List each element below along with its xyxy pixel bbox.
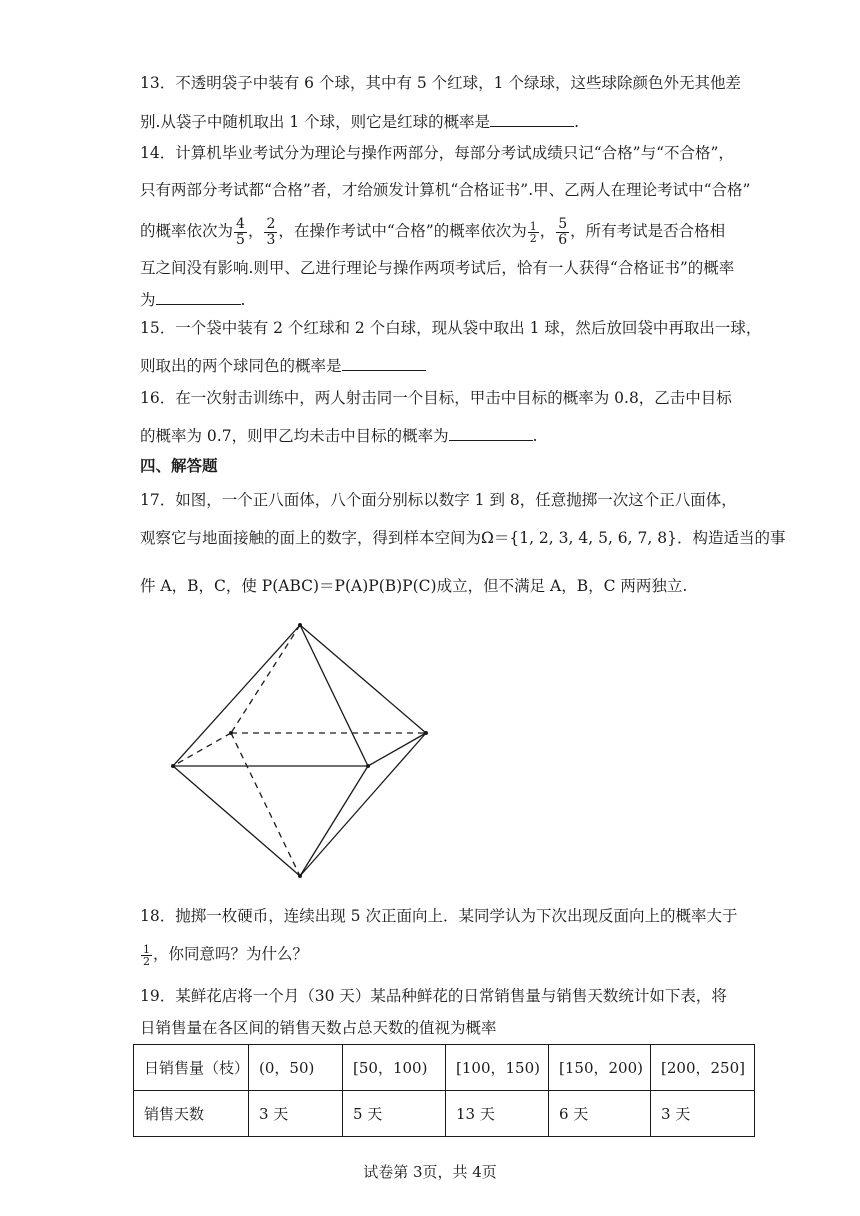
q18-line1: 18．抛掷一枚硬币，连续出现 5 次正面向上．某同学认为下次出现反面向上的概率大于 <box>140 907 738 925</box>
q19-line1: 19．某鲜花店将一个月（30 天）某品种鲜花的日常销售量与销售天数统计如下表，将 <box>140 987 727 1005</box>
table-cell: (0，50) <box>249 1045 343 1091</box>
q14-separator: ， <box>247 222 264 240</box>
q17-line1: 17．如图，一个正八面体，八个面分别标以数字 1 到 8，任意抛掷一次这个正八面体， <box>140 491 737 509</box>
q18-text: ，你同意吗？为什么？ <box>153 945 309 963</box>
q15-answer-blank <box>342 354 426 371</box>
q13-line2 <box>140 110 579 132</box>
table-cell: 5 天 <box>343 1091 446 1137</box>
table-row <box>134 1091 755 1137</box>
q14-line3 <box>140 216 725 248</box>
fraction-2-3 <box>264 217 277 248</box>
vertex-right <box>424 731 428 735</box>
section-heading: 四、解答题 <box>140 456 218 475</box>
hidden-edge-top-back <box>231 625 300 733</box>
q16-line1: 16．在一次射击训练中，两人射击同一个目标，甲击中目标的概率为 0.8，乙击中目标 <box>140 389 732 407</box>
vertex-top <box>298 623 302 627</box>
table-cell: 日销售量（枝） <box>134 1045 249 1091</box>
fraction-4-5 <box>234 217 247 248</box>
q17-line2: 观察它与地面接触的面上的数字，得到样本空间为Ω＝{1, 2, 3, 4, 5, 6, 7, 8}．构造适当的事 <box>140 529 786 547</box>
q16-end: . <box>532 427 538 445</box>
table-cell: [150，200) <box>549 1045 651 1091</box>
q18-line2 <box>140 940 308 968</box>
edge-right-equator <box>368 733 426 766</box>
q14-line2: 只有两部分考试都“合格”者，才给颁发计算机“合格证书”.甲、乙两人在理论考试中“合格” <box>140 181 751 199</box>
fraction-numerator: 2 <box>266 215 276 232</box>
q13-answer-blank <box>490 110 574 127</box>
fraction-numerator: 1 <box>143 942 150 956</box>
table-cell: [200，250] <box>651 1045 755 1091</box>
table-cell: 13 天 <box>446 1091 549 1137</box>
q14-line4: 互之间没有影响.则甲、乙进行理论与操作两项考试后，恰有一人获得“合格证书”的概率 <box>140 259 735 277</box>
table-cell: 6 天 <box>549 1091 651 1137</box>
q14-separator: ， <box>539 222 556 240</box>
table-cell: 3 天 <box>249 1091 343 1137</box>
table-cell: [50，100) <box>343 1045 446 1091</box>
q15-line1: 15．一个袋中装有 2 个红球和 2 个白球，现从袋中取出 1 球，然后放回袋中再取出一球， <box>140 319 762 337</box>
sales-table <box>133 1044 755 1137</box>
q19-line2: 日销售量在各区间的销售天数占总天数的值视为概率 <box>140 1019 497 1037</box>
q14-line3-text-a: 的概率依次为 <box>140 222 234 240</box>
fraction-denominator: 5 <box>236 231 245 248</box>
q15-text: 则取出的两个球同色的概率是 <box>140 357 342 375</box>
fraction-denominator: 6 <box>558 231 568 248</box>
q14-line1: 14．计算机毕业考试分为理论与操作两部分，每部分考试成绩只记“合格”与“不合格”， <box>140 144 734 162</box>
q14-line3-text-b: ，在操作考试中“合格”的概率依次为 <box>278 222 527 240</box>
fraction-5-6 <box>556 217 569 248</box>
page-footer: 试卷第 3页，共 4页 <box>363 1163 497 1181</box>
vertex-left <box>171 764 175 768</box>
q17-line3: 件 A，B，C，使 P(ABC)＝P(A)P(B)P(C)成立，但不满足 A，B，C 两两独立. <box>140 577 688 595</box>
fraction-1-2 <box>528 221 539 244</box>
fraction-denominator: 3 <box>266 231 276 248</box>
edge-top-right <box>300 625 426 733</box>
fraction-numerator: 1 <box>529 219 537 233</box>
q14-line5 <box>140 288 245 310</box>
fraction-numerator: 4 <box>236 215 245 232</box>
edge-top-front-right <box>300 625 368 766</box>
fraction-denominator: 2 <box>143 954 150 968</box>
q14-line5-text: 为 <box>140 291 156 309</box>
table-row <box>134 1045 755 1091</box>
edge-bottom-left <box>173 766 300 876</box>
table-cell: 销售天数 <box>134 1091 249 1137</box>
q14-line3-text-c: ，所有考试是否合格相 <box>570 222 726 240</box>
vertex-back <box>229 731 233 735</box>
fraction-numerator: 5 <box>558 215 568 232</box>
q16-text: 的概率为 0.7，则甲乙均未击中目标的概率为 <box>140 427 449 445</box>
edge-bottom-front-right <box>300 766 368 876</box>
hidden-edge-bottom-back <box>231 733 300 876</box>
q13-text: 别.从袋子中随机取出 1 个球，则它是红球的概率是 <box>140 113 491 131</box>
octahedron-figure <box>165 615 445 885</box>
q16-answer-blank <box>449 424 533 441</box>
q15-line2 <box>140 354 426 376</box>
fraction-denominator: 2 <box>529 231 537 245</box>
table-cell: 3 天 <box>651 1091 755 1137</box>
q14-answer-blank <box>156 288 241 305</box>
fraction-1-2 <box>141 944 152 967</box>
q16-line2 <box>140 424 538 446</box>
q13-line1: 13．不透明袋子中装有 6 个球，其中有 5 个红球，1 个绿球，这些球除颜色外无其他差 <box>140 74 741 92</box>
q14-end: . <box>240 291 246 309</box>
vertex-bottom <box>298 874 302 878</box>
vertex-front <box>366 764 370 768</box>
hidden-edge-back-left <box>173 733 231 766</box>
table-cell: [100，150) <box>446 1045 549 1091</box>
q13-end: . <box>574 113 580 131</box>
